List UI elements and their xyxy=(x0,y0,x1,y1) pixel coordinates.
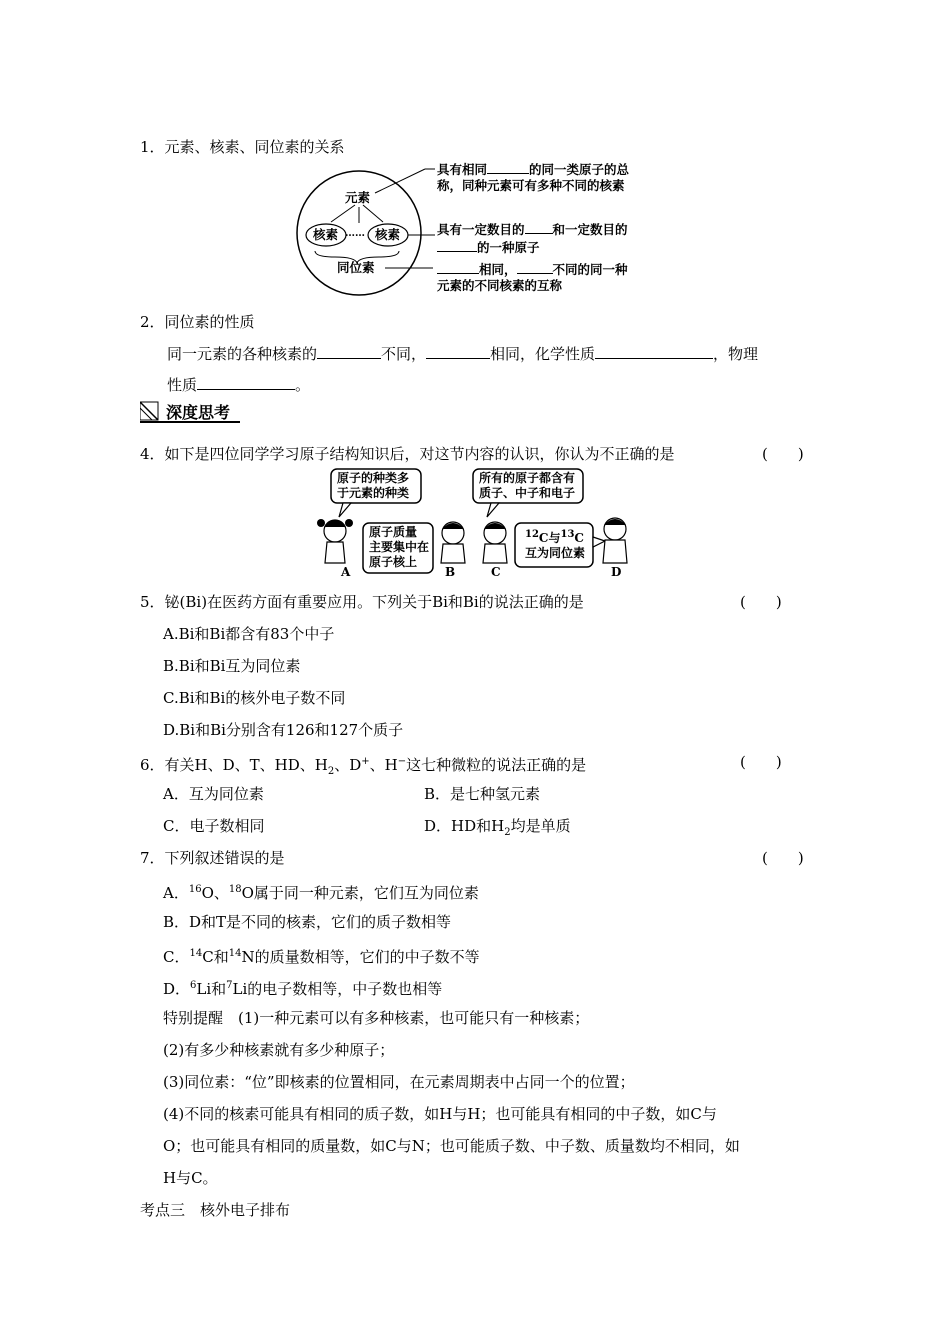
mass-number: 18 xyxy=(228,884,242,895)
bubble-d-line1 xyxy=(525,527,584,546)
bubble-a-line2: 于元素的种类 xyxy=(337,486,410,500)
mass-number: 13 xyxy=(560,529,575,540)
bubble-b-line1: 原子质量 xyxy=(369,525,418,539)
blank xyxy=(317,344,381,359)
note-3-c: 元素的不同核素的互称 xyxy=(437,278,563,293)
note-3 xyxy=(437,259,628,279)
mass-number: 16 xyxy=(188,884,202,895)
mass-number: 14 xyxy=(189,948,203,959)
q4-stem: 4．如下是四位同学学习原子结构知识后，对这节内容的认识，你认为不正确的是 xyxy=(140,445,675,463)
text: C与 xyxy=(538,531,561,545)
child-a-icon xyxy=(317,519,353,563)
text: O属于同一种元素，它们互为同位素 xyxy=(241,884,479,902)
text: 不同， xyxy=(381,345,427,363)
q5-stem: 5．铋(Bi)在医药方面有重要应用。下列关于Bi和Bi的说法正确的是 xyxy=(140,593,584,611)
blank xyxy=(426,344,490,359)
q4-answer-paren: ( ) xyxy=(762,445,804,463)
note-3-b: 不同的同一种 xyxy=(552,262,628,277)
reminder-line-3: (3)同位素：“位”即核素的位置相同，在元素周期表中占同一个的位置； xyxy=(163,1073,635,1091)
q6-option-c: C．电子数相同 xyxy=(163,817,265,835)
note-1 xyxy=(437,159,629,179)
child-b-icon xyxy=(441,522,465,563)
blank xyxy=(487,159,529,174)
bubble-d-line2: 互为同位素 xyxy=(525,546,586,560)
section-2-paragraph xyxy=(167,343,758,365)
isotope-label: 同位素 xyxy=(337,260,375,275)
note-1-c: 称，同种元素可有多种不同的核素 xyxy=(437,178,625,193)
section-2-title: 2．同位素的性质 xyxy=(140,313,255,331)
note-1-a: 具有相同 xyxy=(437,162,488,177)
heading-text: 深度思考 xyxy=(166,403,231,422)
q5-option-c: C.Bi和Bi的核外电子数不同 xyxy=(163,689,346,707)
mass-number: 12 xyxy=(525,529,539,540)
text: N的质量数相等，它们的中子数不等 xyxy=(241,948,480,966)
label-c: C xyxy=(491,565,501,579)
note-2-a: 具有一定数目的 xyxy=(437,222,525,237)
blank xyxy=(437,259,479,274)
blank xyxy=(525,219,553,234)
q5-option-a: A.Bi和Bi都含有83个中子 xyxy=(163,625,335,643)
q6-option-b: B．是七种氢元素 xyxy=(424,785,541,803)
superscript: − xyxy=(397,756,407,767)
text: 6．有关H、D、T、HD、H xyxy=(140,756,328,774)
q6-option-d xyxy=(424,815,571,844)
subscript: 2 xyxy=(327,766,335,777)
text: C． xyxy=(163,948,190,966)
note-2-line2 xyxy=(437,237,540,257)
label-d: D xyxy=(611,565,622,579)
blank xyxy=(595,344,713,359)
mass-number: 14 xyxy=(228,948,242,959)
q7-option-a xyxy=(163,879,479,904)
note-1-b: 的同一类原子的总 xyxy=(529,162,630,177)
text: Li的电子数相等，中子数也相等 xyxy=(232,980,443,998)
text: A． xyxy=(163,884,189,902)
child-d-icon xyxy=(603,518,627,563)
q6-option-a: A．互为同位素 xyxy=(163,785,264,803)
nuclide-right-label: 核素 xyxy=(375,227,401,242)
q4-illustration xyxy=(315,465,635,580)
label-a: A xyxy=(341,565,351,579)
blank xyxy=(517,259,553,274)
q6-answer-paren: ( ) xyxy=(740,753,782,771)
text: ，物理 xyxy=(713,345,759,363)
text: 。 xyxy=(295,376,311,394)
text: C xyxy=(574,531,584,545)
text: Li和 xyxy=(196,980,227,998)
superscript: + xyxy=(361,756,370,767)
q6-stem xyxy=(140,751,586,783)
note-3-a: 相同， xyxy=(479,262,517,277)
q7-stem: 7．下列叙述错误的是 xyxy=(140,849,285,867)
q5-option-b: B.Bi和Bi互为同位素 xyxy=(163,657,301,675)
reminder-line-1: 特别提醒 (1)一种元素可以有多种核素，也可能只有一种核素； xyxy=(163,1009,590,1027)
child-c-icon xyxy=(483,522,507,563)
q7-option-c xyxy=(163,943,480,968)
bubble-b-line3: 原子核上 xyxy=(369,555,418,569)
reminder-line-6: H与C。 xyxy=(163,1169,218,1187)
blank xyxy=(197,375,295,390)
section-1-title: 1．元素、核素、同位素的关系 xyxy=(140,138,345,156)
text: D． xyxy=(163,980,191,998)
q5-option-d: D.Bi和Bi分别含有126和127个质子 xyxy=(163,721,404,739)
bubble-a-line1: 原子的种类多 xyxy=(337,471,410,485)
text: 、D xyxy=(334,756,362,774)
section-2-paragraph-line2 xyxy=(167,374,310,396)
mass-number: 7 xyxy=(226,980,233,991)
q7-answer-paren: ( ) xyxy=(762,849,804,867)
deep-thinking-heading xyxy=(140,400,240,422)
text: 均是单质 xyxy=(510,817,571,835)
text: 这七种微粒的说法正确的是 xyxy=(406,756,587,774)
text: 、H xyxy=(369,756,398,774)
reminder-line-4: (4)不同的核素可能具有相同的质子数，如H与H；也可能具有相同的中子数，如C与 xyxy=(163,1105,717,1123)
note-2-b: 和一定数目的 xyxy=(552,222,628,237)
text: D．HD和H xyxy=(424,817,505,835)
bubble-c-line1: 所有的原子都含有 xyxy=(479,471,576,485)
text: 同一元素的各种核素的 xyxy=(167,345,318,363)
text: 相同，化学性质 xyxy=(490,345,596,363)
text: O、 xyxy=(201,884,229,902)
text: C和 xyxy=(202,948,229,966)
bubble-c-line2: 质子、中子和电子 xyxy=(479,486,576,500)
element-label: 元素 xyxy=(345,190,371,205)
q5-answer-paren: ( ) xyxy=(740,593,782,611)
bubble-b-line2: 主要集中在 xyxy=(369,540,430,554)
mass-number: 6 xyxy=(190,980,197,991)
reminder-line-5: O；也可能具有相同的质量数，如C与N；也可能质子数、中子数、质量数均不相同，如 xyxy=(163,1137,740,1155)
blank xyxy=(437,237,477,252)
q7-option-b: B．D和T是不同的核素，它们的质子数相等 xyxy=(163,913,452,931)
dots: …… xyxy=(345,228,365,239)
nuclide-left-label: 核素 xyxy=(313,227,339,242)
relationship-diagram xyxy=(295,155,695,305)
note-2-c: 的一种原子 xyxy=(477,240,540,255)
subscript: 2 xyxy=(504,827,511,838)
q7-option-d xyxy=(163,975,442,1000)
section-3-title: 考点三 核外电子排布 xyxy=(140,1201,291,1219)
text: 性质 xyxy=(167,376,198,394)
reminder-line-2: (2)有多少种核素就有多少种原子； xyxy=(163,1041,395,1059)
note-2 xyxy=(437,219,628,239)
label-b: B xyxy=(445,565,456,579)
